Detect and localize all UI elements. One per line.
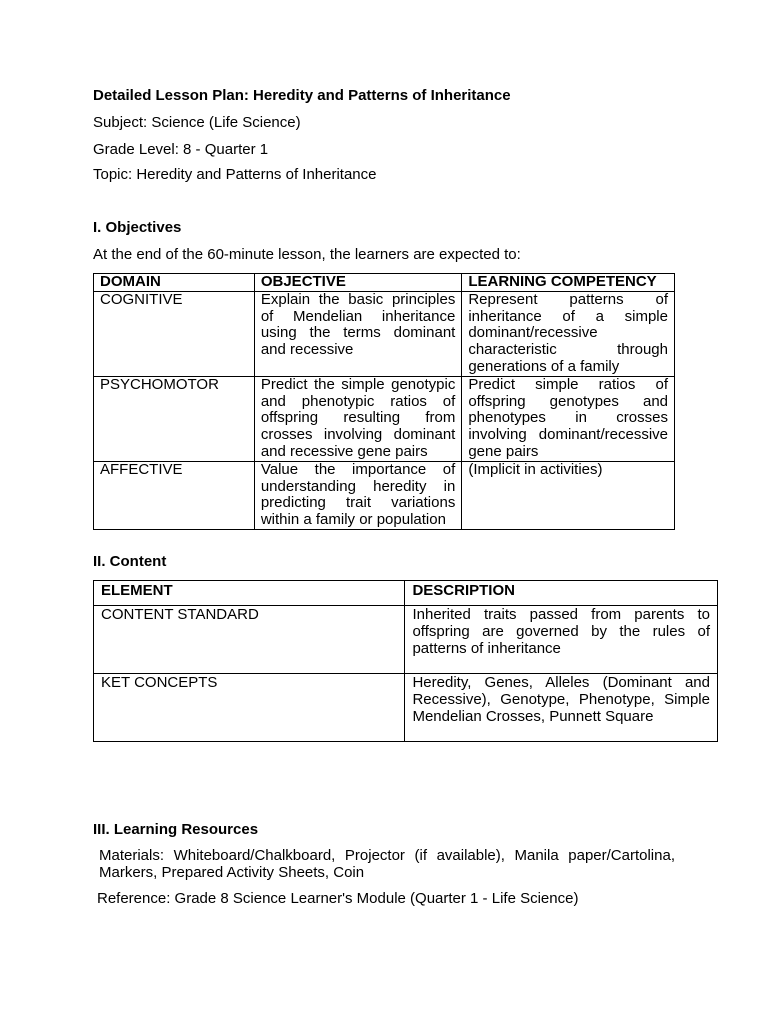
table-row	[94, 291, 675, 376]
table-header-row	[94, 581, 718, 606]
competency-cell: Predict simple ratios of offspring genotypes and phenotypes in crosses involving dominant/recessive gene pairs	[462, 376, 675, 461]
grade-level-line: Grade Level: 8 - Quarter 1	[93, 141, 269, 158]
materials-text: Materials: Whiteboard/Chalkboard, Projector (if available), Manila paper/Cartolina, Markers, Prepared Activity Sheets, Coin	[99, 847, 675, 881]
table-row	[94, 461, 675, 529]
domain-cell: PSYCHOMOTOR	[94, 376, 255, 461]
column-header-description: DESCRIPTION	[405, 581, 718, 606]
objective-cell: Predict the simple genotypic and phenotypic ratios of offspring resulting from crosses involving dominant and recessive gene pairs	[254, 376, 461, 461]
content-table	[93, 580, 718, 742]
reference-text: Reference: Grade 8 Science Learner's Module (Quarter 1 - Life Science)	[97, 890, 579, 907]
objective-cell: Value the importance of understanding heredity in predicting trait variations within a family or population	[254, 461, 461, 529]
element-cell: KET CONCEPTS	[94, 674, 405, 742]
resources-heading: III. Learning Resources	[93, 821, 259, 838]
table-row	[94, 674, 718, 742]
objectives-heading: I. Objectives	[93, 219, 182, 236]
content-heading: II. Content	[93, 553, 167, 570]
objective-cell: Explain the basic principles of Mendelian inheritance using the terms dominant and recessive	[254, 291, 461, 376]
column-header-element: ELEMENT	[94, 581, 405, 606]
column-header-objective: OBJECTIVE	[254, 274, 461, 292]
document-title: Detailed Lesson Plan: Heredity and Patterns of Inheritance	[93, 87, 511, 104]
objectives-intro: At the end of the 60-minute lesson, the learners are expected to:	[93, 246, 521, 263]
domain-cell: COGNITIVE	[94, 291, 255, 376]
competency-cell: (Implicit in activities)	[462, 461, 675, 529]
topic-line: Topic: Heredity and Patterns of Inheritance	[93, 166, 377, 183]
description-cell: Heredity, Genes, Alleles (Dominant and Recessive), Genotype, Phenotype, Simple Mendelian Crosses, Punnett Square	[405, 674, 718, 742]
objectives-table	[93, 273, 675, 530]
description-cell: Inherited traits passed from parents to offspring are governed by the rules of patterns of inheritance	[405, 606, 718, 674]
domain-cell: AFFECTIVE	[94, 461, 255, 529]
competency-cell: Represent patterns of inheritance of a simple dominant/recessive characteristic through generations of a family	[462, 291, 675, 376]
table-row	[94, 606, 718, 674]
element-cell: CONTENT STANDARD	[94, 606, 405, 674]
table-row	[94, 376, 675, 461]
column-header-competency: LEARNING COMPETENCY	[462, 274, 675, 292]
subject-line: Subject: Science (Life Science)	[93, 114, 301, 131]
table-header-row	[94, 274, 675, 292]
column-header-domain: DOMAIN	[94, 274, 255, 292]
